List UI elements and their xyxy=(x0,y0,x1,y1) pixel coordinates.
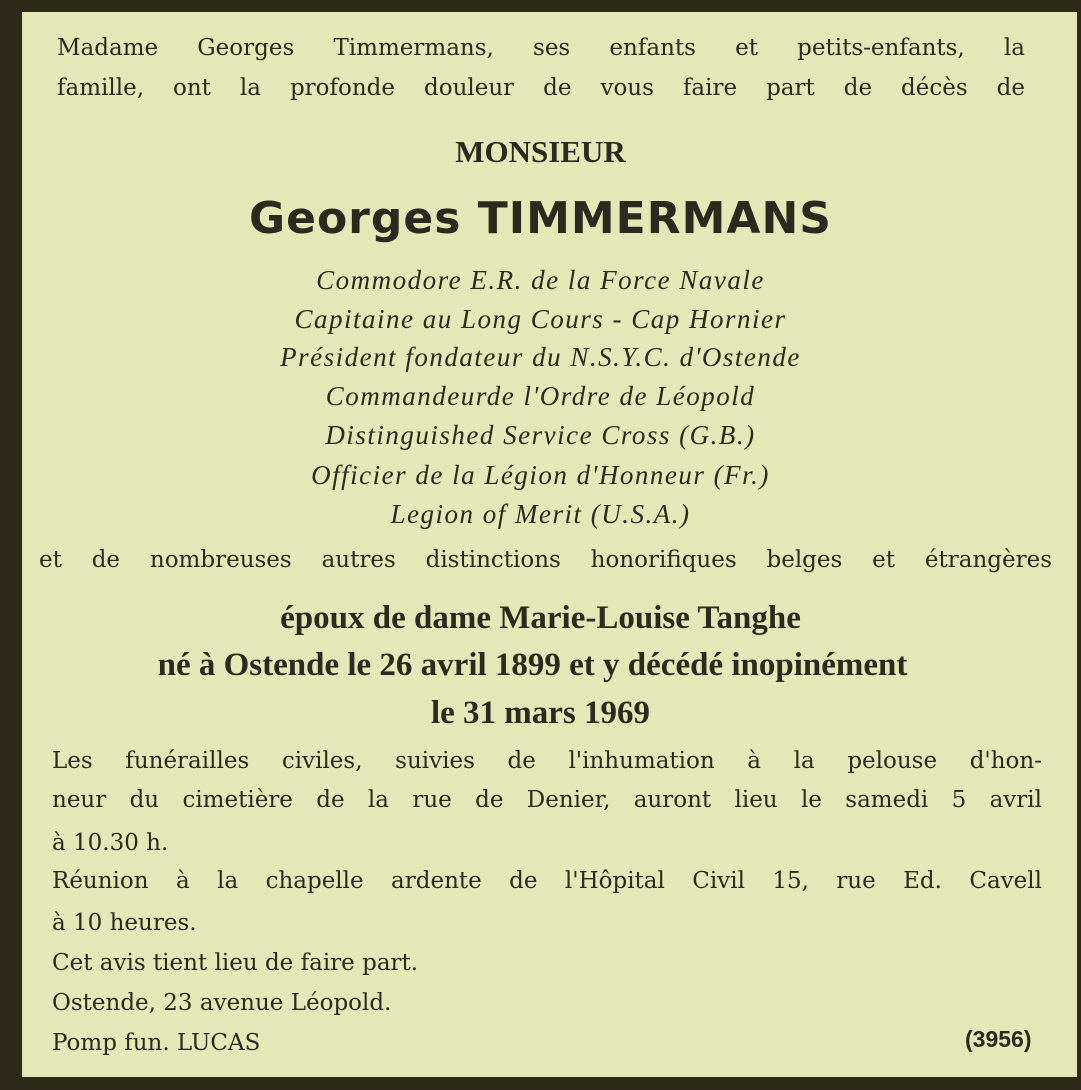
intro-line-2: famille, ont la profonde douleur de vous faire part de décès de xyxy=(57,75,1025,101)
details-line: Cet avis tient lieu de faire part. xyxy=(52,950,419,976)
death-date-line: le 31 mars 1969 xyxy=(430,695,651,731)
funeral-director: Pomp fun. LUCAS xyxy=(52,1030,261,1056)
title-line: Président fondateur du N.S.Y.C. d'Ostende xyxy=(280,342,801,372)
title-line: Legion of Merit (U.S.A.) xyxy=(390,499,691,529)
title-line: Distinguished Service Cross (G.B.) xyxy=(325,420,756,450)
birth-death-line: né à Ostende le 26 avril 1899 et y décédé inopinément xyxy=(157,647,908,683)
honorific: MONSIEUR xyxy=(455,134,626,169)
title-line: Capitaine au Long Cours - Cap Hornier xyxy=(294,304,787,334)
details-line: à 10 heures. xyxy=(52,910,197,936)
details-line: neur du cimetière de la rue de Denier, auront lieu le samedi 5 avril xyxy=(52,787,1042,813)
title-line: Commandeurde l'Ordre de Léopold xyxy=(325,381,756,411)
title-line: Officier de la Légion d'Honneur (Fr.) xyxy=(311,460,770,490)
title-line: Commodore E.R. de la Force Navale xyxy=(316,265,765,295)
distinctions-line: et de nombreuses autres distinctions honorifiques belges et étrangères xyxy=(39,547,1052,573)
details-line: Ostende, 23 avenue Léopold. xyxy=(52,990,392,1016)
spouse-line: époux de dame Marie-Louise Tanghe xyxy=(280,600,801,636)
reference-number: (3956) xyxy=(965,1026,1032,1052)
details-line: Réunion à la chapelle ardente de l'Hôpital Civil 15, rue Ed. Cavell xyxy=(52,868,1042,894)
intro-line-1: Madame Georges Timmermans, ses enfants et petits-enfants, la xyxy=(57,35,1025,61)
details-line: à 10.30 h. xyxy=(52,830,169,856)
details-line: Les funérailles civiles, suivies de l'inhumation à la pelouse d'hon- xyxy=(52,748,1042,774)
deceased-name: Georges TIMMERMANS xyxy=(249,193,832,244)
